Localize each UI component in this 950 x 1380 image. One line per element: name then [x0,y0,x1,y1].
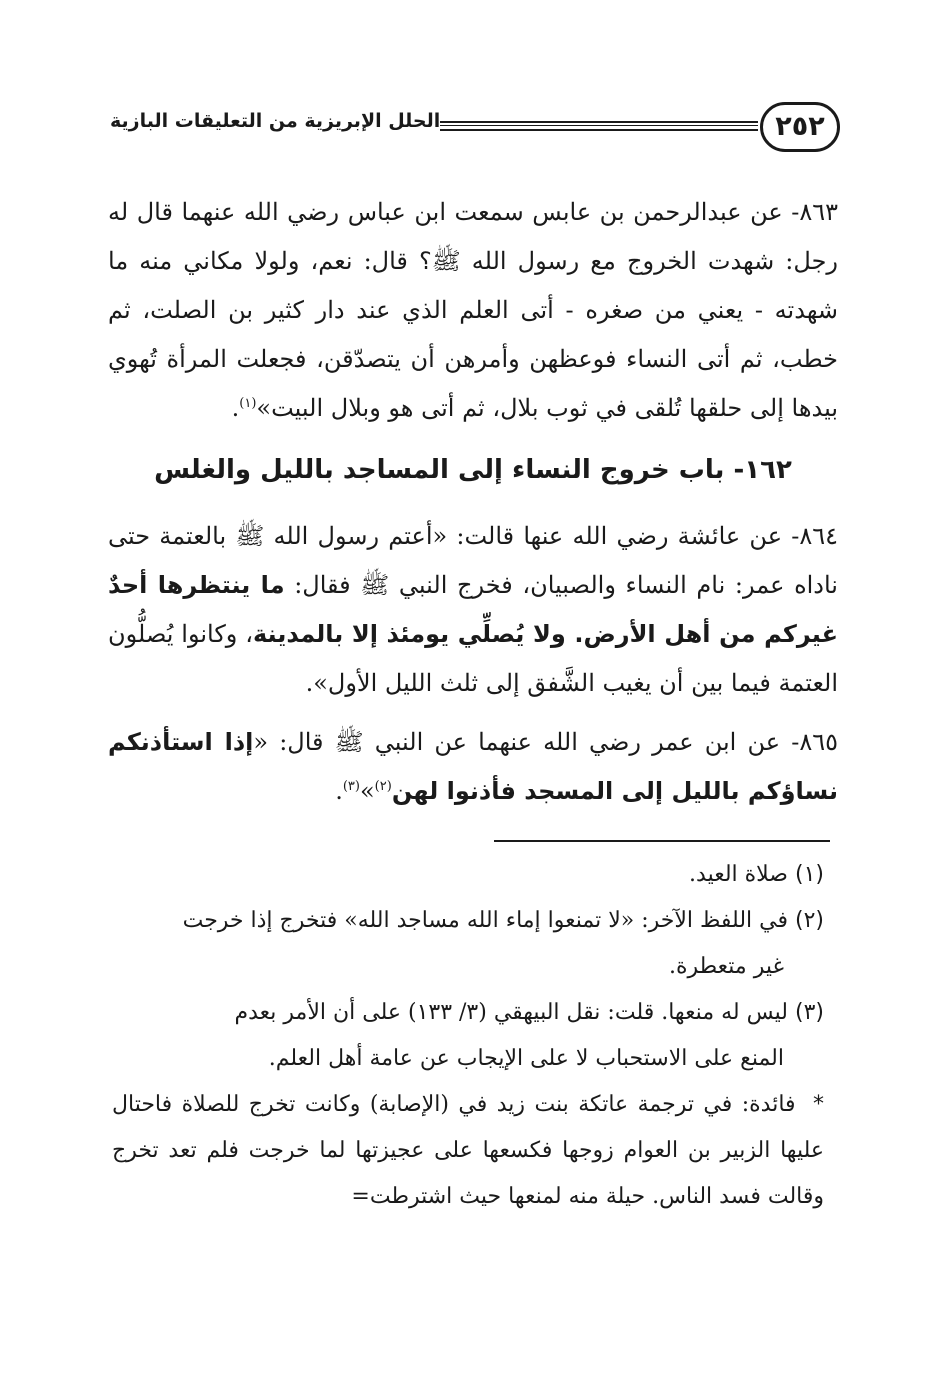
footnote-1-number: (١) [794,862,824,887]
header-rule [440,121,758,131]
benefit-marker: * [813,1092,824,1117]
footnote-2-continuation: غير متعطرة. [668,954,784,979]
footnote-3-text: ليس له منعها. قلت: نقل البيهقي (٣/ ١٣٣) على أن الأمر بعدم [234,1000,788,1025]
footnote-1 [112,852,824,898]
hadith-865 [108,718,838,816]
footnote-2-text: في اللفظ الآخر: «لا تمنعوا إماء الله مساجد الله» فتخرج إذا خرجت [182,908,788,933]
running-title: الحلل الإبريزية من التعليقات البازية [110,110,441,132]
footnote-2-number: (٢) [794,908,824,933]
footnote-2 [112,898,824,990]
footnote-3-continuation: المنع على الاستحباب لا على الإيجاب عن عامة أهل العلم. [268,1046,784,1071]
hadith-864-bold: ما ينتظرها أحدٌ غيركم من أهل الأرض. ولا يُصلِّي يومئذ إلا بالمدينة [108,571,839,648]
footnote-1-text: صلاة العيد. [689,862,788,887]
hadith-863-end: . [231,394,240,422]
chapter-heading: ١٦٢- باب خروج النساء إلى المساجد بالليل والغلس [154,455,792,485]
hadith-864-part1: ٨٦٤- عن عائشة رضي الله عنها قالت: «أعتم رسول الله ﷺ بالعتمة حتى ناداه عمر: نام النساء والصبيان، فخرج النبي ﷺ فقال: [108,522,838,599]
page-number: ٢٥٢ [760,102,840,152]
benefit-note [112,1082,824,1220]
footnote-ref-1: (١) [239,396,257,411]
hadith-865-part1: ٨٦٥- عن ابن عمر رضي الله عنهما عن النبي ﷺ قال: « [253,728,838,756]
footnote-separator [494,840,830,842]
footnote-ref-2: (٢) [374,779,392,794]
hadith-863 [108,188,838,433]
hadith-863-text: ٨٦٣- عن عبدالرحمن بن عابس سمعت ابن عباس رضي الله عنهما قال له رجل: شهدت الخروج مع رسول الله ﷺ؟ قال: نعم، ولولا مكاني منه ما شهدته - يعني من صغره - أتى العلم الذي عند دار كثير بن الصلت، ثم خطب، ثم أتى النساء فوعظهن وأمرهن أن يتصدّقن، فجعلت المرأة تُهوي بيدها إلى حلقها تُلقى في ثوب بلال، ثم أتى هو وبلال البيت» [108,198,838,422]
footnote-3 [112,990,824,1082]
hadith-865-bold: إذا استأذنكم نساؤكم بالليل إلى المسجد فأذنوا لهن [108,728,838,805]
hadith-864 [108,512,838,708]
page-header [110,102,840,158]
benefit-text: فائدة: في ترجمة عاتكة بنت زيد في (الإصابة) وكانت تخرج للصلاة فاحتال عليها الزبير بن العوام زوجها فكسعها على عجيزتها لما خرجت فلم تعد تخرج وقالت فسد الناس. حيلة منه لمنعها حيث اشترطت [112,1092,824,1209]
footnote-ref-3: (٣) [342,779,360,794]
hadith-865-close-quote: » [359,777,375,805]
footnotes [112,852,824,1220]
continuation-mark: = [351,1184,370,1209]
footnote-3-number: (٣) [794,1000,824,1025]
hadith-864-part2: ، وكانوا يُصلُّون العتمة فيما بين أن يغيب الشَّفق إلى ثلث الليل الأول». [108,620,838,697]
hadith-865-end: . [335,777,343,805]
